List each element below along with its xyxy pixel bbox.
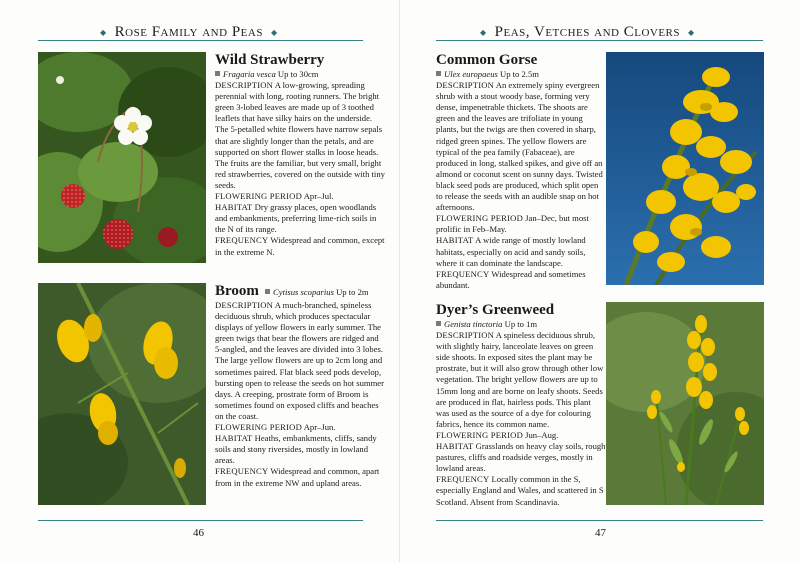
header-rule <box>38 40 363 41</box>
frequency: FREQUENCY Widespread and common, except in the extreme N. <box>215 235 385 257</box>
page-number: 46 <box>193 527 204 539</box>
frequency: FREQUENCY Widespread and common, apart from in the extreme NW and upland areas. <box>215 466 380 488</box>
scientific-name: Cytisus scoparius <box>273 287 334 297</box>
entry-name: Broom <box>215 283 259 299</box>
square-bullet-icon <box>436 321 441 326</box>
diamond-ornament-icon: ◆ <box>688 27 695 37</box>
habitat: HABITAT Grasslands on heavy clay soils, rough pastures, cliffs and roadside verges, mostly in lowland areas. <box>436 441 606 474</box>
description: DESCRIPTION A low-growing, spreading perennial with long, rooting runners. The bright green 3-lobed leaves are made up of 3 toothed leaflets that have silky hairs on the underside. The 5-petalled white flowers have narrow sepals that are slightly longer than the petals, and are supported on short flower stalks in loose heads. The fruits are the familiar, but very small, bright red strawberries, covered on the outside with tiny seeds. <box>215 80 385 190</box>
diamond-ornament-icon: ◆ <box>270 27 278 37</box>
flowering-period: FLOWERING PERIOD Apr–Jun. <box>215 422 336 433</box>
square-bullet-icon <box>265 289 270 294</box>
entry-name: Wild Strawberry <box>215 52 325 68</box>
entry-name: Common Gorse <box>436 52 538 68</box>
common-gorse-photo <box>606 52 764 285</box>
plant-size: Up to 30cm <box>277 69 319 79</box>
diamond-ornament-icon: ◆ <box>480 27 487 37</box>
entry-subtitle <box>436 319 606 330</box>
diamond-ornament-icon: ◆ <box>100 27 107 37</box>
description: DESCRIPTION An extremely spiny evergreen shrub with a stout woody base, forming very dense, impenetrable thickets. The shoots are green and the leaves are trifoliate in young plants, but the twigs are then covered in sharp, ridged green spines. The yellow flowers are typical of the pea family (Fabaceae), are produced in long, stalked spikes, and give off an almond or coconut scent on sunny days. Twisted black seed pods are produced, which split open to release the seeds with an audible snap on hot afternoons. <box>436 80 603 213</box>
plant-size: Up to 1m <box>504 319 538 329</box>
plant-size: Up to 2.5m <box>500 69 539 79</box>
square-bullet-icon <box>436 71 441 76</box>
entry-subtitle <box>215 69 385 80</box>
entry-name: Dyer’s Greenweed <box>436 302 555 318</box>
entry-subtitle <box>436 69 606 80</box>
scientific-name: Genista tinctoria <box>444 319 503 329</box>
scientific-name: Fragaria vesca <box>223 69 276 79</box>
footer-rule <box>38 520 363 521</box>
flowering-period: FLOWERING PERIOD Jan–Dec, but most prolific in Feb–May. <box>436 213 589 235</box>
square-bullet-icon <box>215 71 220 76</box>
right-page <box>400 0 800 562</box>
broom-photo <box>38 283 206 505</box>
page-number: 47 <box>595 527 606 539</box>
flowering-period: FLOWERING PERIOD Jun–Aug. <box>436 429 559 440</box>
dyers-greenweed-photo <box>606 302 764 505</box>
header-rule <box>436 40 763 41</box>
description: DESCRIPTION A much-branched, spineless deciduous shrub, which produces spectacular displays of yellow flowers in early summer. The green twigs that bear the flowers are ridged and 5-angled, and the leaves are divided into 3 lobes. The large yellow flowers are up to 2cm long and sometimes paired. Flat black seed pods develop, bursting open to release the seeds on hot summer days. A creeping, prostrate form of Broom is sometimes found on exposed cliffs and beaches on the coast. <box>215 300 384 421</box>
scientific-name: Ulex europaeus <box>444 69 498 79</box>
frequency: FREQUENCY Locally common in the S, especially England and Wales, and scattered in S Scotland. Absent from Scandinavia. <box>436 474 604 507</box>
plant-size: Up to 2m <box>336 287 369 297</box>
left-header-title: Rose Family and Peas <box>114 23 263 40</box>
habitat: HABITAT Heaths, embankments, cliffs, sandy soils and stony riversides, mostly in lowland areas. <box>215 433 377 466</box>
entry-subtitle <box>265 287 369 297</box>
footer-rule <box>436 520 763 521</box>
description: DESCRIPTION A spineless deciduous shrub, with slightly hairy, lanceolate leaves on green side shoots. In exposed sites the plant may be prostrate, but it will also grow through other low vegetation. The bright yellow flowers are up to 15mm long and are borne on leafy shoots. Seeds are produced in flat, hairless pods. This plant was used as the source of a dye for colouring fabrics, hence its common name. <box>436 330 604 429</box>
right-header-title: Peas, Vetches and Clovers <box>494 23 681 40</box>
habitat: HABITAT A wide range of mostly lowland habitats, especially on acid and sandy soils, where it can dominate the landscape. <box>436 235 586 268</box>
wild-strawberry-entry <box>215 52 385 258</box>
flowering-period: FLOWERING PERIOD Apr–Jul. <box>215 191 334 202</box>
frequency: FREQUENCY Widespread and sometimes abundant. <box>436 268 586 290</box>
wild-strawberry-photo <box>38 52 206 263</box>
habitat: HABITAT Dry grassy places, open woodlands and embankments, preferring lime-rich soils in the N of its range. <box>215 202 377 235</box>
common-gorse-entry <box>436 52 606 291</box>
dyers-greenweed-entry <box>436 302 606 508</box>
broom-entry <box>215 283 385 489</box>
